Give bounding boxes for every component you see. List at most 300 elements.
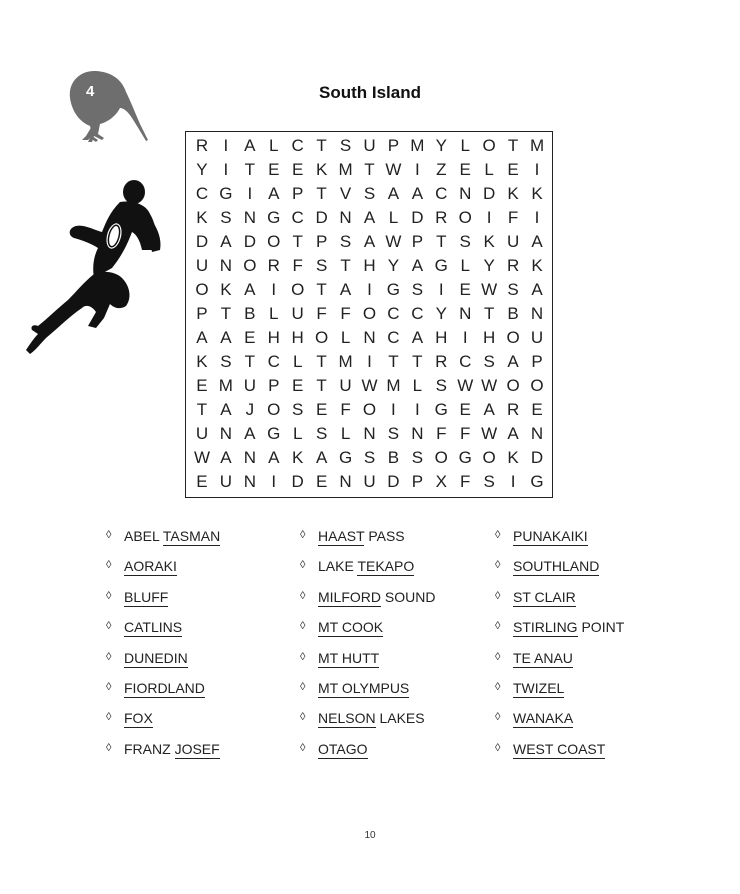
- diamond-bullet-icon: ◊: [300, 589, 306, 602]
- grid-cell[interactable]: T: [412, 352, 423, 371]
- word-label: [318, 710, 425, 726]
- grid-cell[interactable]: A: [363, 232, 376, 251]
- underlined-word-part: MT OLYMPUS: [318, 679, 410, 696]
- diamond-bullet-icon: ◊: [106, 529, 112, 541]
- grid-cell[interactable]: F: [507, 208, 519, 227]
- grid-cell[interactable]: Y: [196, 160, 208, 179]
- grid-cell[interactable]: G: [338, 448, 353, 467]
- grid-cell[interactable]: T: [316, 376, 327, 395]
- grid-cell[interactable]: A: [244, 280, 256, 299]
- underlined-word-part: TWIZEL: [513, 679, 565, 696]
- grid-cell[interactable]: S: [483, 352, 495, 371]
- grid-cell[interactable]: T: [292, 232, 303, 251]
- grid-cell[interactable]: E: [196, 376, 208, 395]
- grid-cell[interactable]: M: [529, 136, 545, 155]
- grid-cell[interactable]: U: [530, 328, 544, 347]
- grid-cell[interactable]: L: [484, 160, 494, 179]
- word-part: ABEL: [124, 528, 163, 544]
- grid-cell[interactable]: L: [292, 424, 303, 443]
- grid-cell[interactable]: C: [459, 352, 472, 371]
- underlined-word-part: FOX: [124, 710, 153, 727]
- grid-cell[interactable]: H: [483, 328, 496, 347]
- grid-cell[interactable]: O: [482, 136, 496, 155]
- word-list-item: [495, 589, 624, 619]
- word-part: SOUND: [381, 588, 436, 605]
- grid-cell[interactable]: T: [244, 160, 256, 179]
- grid-cell[interactable]: E: [196, 472, 208, 491]
- word-label: [124, 528, 220, 544]
- grid-cell[interactable]: T: [196, 400, 208, 419]
- grid-cell[interactable]: O: [530, 376, 544, 395]
- grid-cell[interactable]: E: [292, 376, 304, 395]
- grid-cell[interactable]: A: [411, 328, 424, 347]
- grid-cell[interactable]: S: [339, 232, 352, 251]
- diamond-bullet-icon: ◊: [106, 620, 112, 633]
- grid-cell[interactable]: P: [387, 136, 400, 155]
- word-part: FRANZ: [124, 740, 175, 757]
- grid-cell[interactable]: D: [315, 208, 328, 227]
- grid-cell[interactable]: F: [292, 256, 303, 275]
- diamond-bullet-icon: ◊: [106, 559, 112, 572]
- grid-cell[interactable]: E: [315, 400, 328, 419]
- grid-cell[interactable]: P: [411, 232, 424, 251]
- word-list-item: [495, 619, 624, 649]
- grid-cell[interactable]: K: [315, 160, 328, 179]
- grid-cell[interactable]: K: [507, 184, 519, 203]
- grid-cell[interactable]: T: [483, 304, 495, 323]
- grid-cell[interactable]: F: [460, 424, 471, 443]
- word-label: [513, 589, 576, 605]
- grid-cell[interactable]: O: [195, 280, 209, 299]
- grid-cell[interactable]: C: [387, 328, 400, 347]
- grid-cell[interactable]: K: [196, 352, 208, 371]
- diamond-bullet-icon: ◊: [495, 559, 501, 572]
- word-list-item: [300, 680, 435, 710]
- grid-cell[interactable]: W: [361, 376, 378, 395]
- grid-cell[interactable]: I: [271, 280, 277, 299]
- page-title-text: South Island: [319, 83, 421, 102]
- grid-cell[interactable]: G: [219, 184, 233, 203]
- word-list-item: [300, 710, 435, 740]
- word-list-item: [106, 619, 220, 649]
- grid-cell[interactable]: O: [315, 328, 329, 347]
- grid-cell[interactable]: A: [220, 448, 232, 467]
- grid-cell[interactable]: E: [244, 328, 256, 347]
- grid-cell[interactable]: U: [243, 376, 256, 395]
- grid-cell[interactable]: A: [507, 424, 519, 443]
- grid-cell[interactable]: S: [435, 376, 447, 395]
- grid-cell[interactable]: A: [339, 280, 352, 299]
- word-label: [318, 650, 379, 666]
- underlined-word-part: MILFORD: [318, 588, 381, 605]
- grid-cell[interactable]: O: [506, 376, 520, 395]
- grid-cell[interactable]: N: [243, 208, 256, 227]
- grid-cell[interactable]: M: [338, 160, 353, 179]
- underlined-word-part: FIORDLAND: [124, 679, 205, 696]
- diamond-bullet-icon: ◊: [300, 711, 306, 724]
- grid-cell[interactable]: S: [483, 472, 495, 491]
- grid-cell[interactable]: M: [386, 376, 401, 395]
- grid-cell[interactable]: C: [291, 208, 304, 227]
- grid-cell[interactable]: F: [340, 304, 351, 323]
- grid-cell[interactable]: T: [436, 232, 447, 251]
- grid-cell[interactable]: S: [315, 424, 328, 443]
- grid-cell[interactable]: R: [267, 256, 280, 275]
- grid-cell[interactable]: Y: [435, 136, 447, 155]
- grid-cell[interactable]: U: [219, 472, 233, 491]
- diamond-bullet-icon: ◊: [106, 680, 112, 693]
- grid-cell[interactable]: G: [530, 472, 544, 491]
- grid-cell[interactable]: O: [291, 280, 305, 299]
- grid-cell[interactable]: U: [363, 472, 376, 491]
- grid-cell[interactable]: Y: [483, 256, 495, 275]
- word-list-item: [300, 558, 435, 588]
- word-label: [513, 741, 605, 757]
- grid-cell[interactable]: I: [438, 280, 444, 299]
- grid-cell[interactable]: C: [387, 304, 400, 323]
- grid-cell[interactable]: U: [339, 376, 352, 395]
- grid-cell[interactable]: G: [267, 424, 281, 443]
- grid-cell[interactable]: T: [364, 160, 375, 179]
- grid-cell[interactable]: R: [435, 352, 448, 371]
- grid-cell[interactable]: I: [223, 136, 229, 155]
- grid-cell[interactable]: L: [340, 424, 351, 443]
- grid-cell[interactable]: W: [481, 424, 498, 443]
- grid-cell[interactable]: N: [411, 424, 424, 443]
- grid-cell[interactable]: C: [411, 304, 424, 323]
- grid-cell[interactable]: O: [362, 400, 377, 419]
- grid-cell[interactable]: A: [387, 184, 400, 203]
- grid-cell[interactable]: I: [486, 208, 492, 227]
- grid-cell[interactable]: E: [459, 160, 471, 179]
- underlined-word-part: WEST COAST: [513, 740, 606, 757]
- grid-cell[interactable]: N: [459, 184, 472, 203]
- grid-cell[interactable]: P: [315, 232, 328, 251]
- grid-cell[interactable]: T: [316, 184, 327, 203]
- grid-cell[interactable]: I: [534, 160, 540, 179]
- word-list-item: [300, 741, 435, 771]
- grid-cell[interactable]: A: [363, 208, 376, 227]
- grid-cell[interactable]: O: [434, 448, 448, 467]
- word-list-item: [106, 558, 220, 588]
- rugby-player-icon: [22, 178, 164, 356]
- grid-cell[interactable]: K: [531, 256, 543, 275]
- grid-cell[interactable]: S: [411, 280, 424, 299]
- grid-cell[interactable]: N: [219, 424, 233, 443]
- grid-cell[interactable]: C: [291, 136, 304, 155]
- grid-cell[interactable]: E: [292, 160, 304, 179]
- grid-cell[interactable]: I: [462, 328, 468, 347]
- grid-cell[interactable]: S: [363, 184, 376, 203]
- grid-cell[interactable]: D: [195, 232, 209, 251]
- underlined-word-part: DUNEDIN: [124, 649, 188, 666]
- grid-cell[interactable]: E: [268, 160, 280, 179]
- grid-cell[interactable]: S: [387, 424, 400, 443]
- grid-cell[interactable]: S: [459, 232, 471, 251]
- grid-cell[interactable]: P: [196, 304, 208, 323]
- grid-cell[interactable]: Y: [387, 256, 400, 275]
- word-list-item: [495, 650, 624, 680]
- word-label: [513, 558, 599, 574]
- grid-cell[interactable]: A: [220, 328, 232, 347]
- diamond-bullet-icon: ◊: [106, 711, 112, 724]
- diamond-bullet-icon: ◊: [106, 741, 112, 754]
- grid-cell[interactable]: N: [243, 472, 256, 491]
- grid-cell[interactable]: B: [244, 304, 256, 323]
- grid-cell[interactable]: C: [435, 184, 448, 203]
- word-label: [513, 680, 564, 696]
- grid-cell[interactable]: T: [507, 136, 519, 155]
- grid-cell[interactable]: H: [291, 328, 304, 347]
- grid-cell[interactable]: Y: [435, 304, 447, 323]
- grid-cell[interactable]: D: [530, 448, 544, 467]
- grid-cell[interactable]: E: [459, 400, 471, 419]
- word-label: [124, 680, 205, 696]
- grid-cell[interactable]: K: [220, 280, 232, 299]
- grid-cell[interactable]: D: [483, 184, 496, 203]
- grid-cell[interactable]: T: [388, 352, 399, 371]
- grid-cell[interactable]: K: [292, 448, 304, 467]
- grid-cell[interactable]: A: [411, 256, 424, 275]
- grid-cell[interactable]: M: [410, 136, 425, 155]
- grid-cell[interactable]: G: [458, 448, 472, 467]
- grid-cell[interactable]: Z: [436, 160, 447, 179]
- grid-cell[interactable]: J: [245, 400, 255, 419]
- grid-cell[interactable]: U: [195, 424, 209, 443]
- grid-cell[interactable]: O: [267, 232, 281, 251]
- grid-cell[interactable]: A: [315, 448, 328, 467]
- grid-cell[interactable]: L: [412, 376, 423, 395]
- grid-cell[interactable]: F: [460, 472, 471, 491]
- word-label: [124, 741, 220, 757]
- grid-cell[interactable]: N: [219, 256, 233, 275]
- grid-cell[interactable]: E: [459, 280, 471, 299]
- grid-cell[interactable]: I: [414, 400, 420, 419]
- grid-cell[interactable]: W: [193, 448, 210, 467]
- grid-cell[interactable]: X: [435, 472, 447, 491]
- diamond-bullet-icon: ◊: [106, 650, 112, 663]
- grid-cell[interactable]: I: [414, 160, 420, 179]
- grid-cell[interactable]: K: [196, 208, 208, 227]
- grid-cell[interactable]: T: [220, 304, 232, 323]
- diamond-bullet-icon: ◊: [495, 741, 501, 754]
- grid-cell[interactable]: I: [223, 160, 229, 179]
- grid-cell[interactable]: E: [315, 472, 328, 491]
- word-label: [513, 710, 573, 726]
- grid-cell[interactable]: A: [220, 232, 232, 251]
- page-title: [0, 83, 740, 103]
- grid-cell[interactable]: A: [244, 424, 256, 443]
- grid-cell[interactable]: H: [435, 328, 448, 347]
- grid-cell[interactable]: D: [411, 208, 424, 227]
- grid-cell[interactable]: O: [362, 304, 377, 323]
- grid-cell[interactable]: S: [292, 400, 304, 419]
- grid-cell[interactable]: A: [268, 448, 280, 467]
- word-search-grid: [185, 131, 553, 498]
- grid-cell[interactable]: W: [457, 376, 474, 395]
- grid-cell[interactable]: L: [388, 208, 399, 227]
- diamond-bullet-icon: ◊: [300, 741, 306, 754]
- underlined-word-part: AORAKI: [124, 558, 177, 575]
- grid-cell[interactable]: T: [244, 352, 256, 371]
- grid-cell[interactable]: P: [292, 184, 304, 203]
- grid-cell[interactable]: A: [531, 232, 543, 251]
- grid-cell[interactable]: U: [363, 136, 376, 155]
- word-label: [513, 619, 624, 635]
- grid-cell[interactable]: A: [196, 328, 208, 347]
- word-list-column-3: [495, 528, 624, 771]
- grid-cell[interactable]: S: [507, 280, 519, 299]
- word-list-item: [106, 589, 220, 619]
- word-list-item: [495, 528, 624, 558]
- grid-cell[interactable]: N: [459, 304, 472, 323]
- grid-cell[interactable]: S: [339, 136, 352, 155]
- word-list-item: [495, 710, 624, 740]
- grid-cell[interactable]: E: [507, 160, 519, 179]
- grid-cell[interactable]: L: [340, 328, 351, 347]
- word-list-column-2: [300, 528, 435, 771]
- word-list-item: [300, 619, 435, 649]
- grid-cell[interactable]: D: [291, 472, 304, 491]
- grid-cell[interactable]: M: [338, 352, 353, 371]
- word-label: [124, 558, 177, 574]
- grid-cell[interactable]: U: [195, 256, 209, 275]
- grid-cell[interactable]: U: [506, 232, 520, 251]
- grid-cell[interactable]: N: [363, 328, 376, 347]
- grid-cell[interactable]: O: [482, 448, 496, 467]
- word-list-item: [106, 680, 220, 710]
- grid-cell[interactable]: S: [315, 256, 328, 275]
- grid-cell[interactable]: W: [385, 232, 402, 251]
- grid-cell[interactable]: S: [220, 352, 232, 371]
- grid-cell[interactable]: W: [385, 160, 402, 179]
- grid-cell[interactable]: T: [316, 136, 327, 155]
- grid-cell[interactable]: A: [507, 352, 519, 371]
- grid-cell[interactable]: A: [244, 136, 256, 155]
- page-number: 10: [364, 830, 376, 841]
- grid-cell[interactable]: B: [507, 304, 519, 323]
- grid-cell[interactable]: D: [387, 472, 400, 491]
- underlined-word-part: NELSON: [318, 710, 376, 727]
- grid-cell[interactable]: I: [534, 208, 540, 227]
- grid-cell[interactable]: A: [411, 184, 424, 203]
- word-label: [513, 528, 588, 544]
- grid-cell[interactable]: N: [339, 208, 352, 227]
- grid-cell[interactable]: T: [316, 280, 327, 299]
- diamond-bullet-icon: ◊: [300, 620, 306, 633]
- grid-cell[interactable]: G: [434, 256, 448, 275]
- grid-cell[interactable]: G: [386, 280, 401, 299]
- grid-cell[interactable]: L: [269, 304, 279, 323]
- grid-cell[interactable]: H: [363, 256, 376, 275]
- grid-cell[interactable]: U: [291, 304, 304, 323]
- grid-cell[interactable]: F: [436, 424, 447, 443]
- grid-cell[interactable]: K: [483, 232, 495, 251]
- grid-cell[interactable]: G: [267, 208, 281, 227]
- grid-cell[interactable]: F: [316, 304, 327, 323]
- word-label: [318, 619, 383, 635]
- grid-cell[interactable]: C: [195, 184, 209, 203]
- grid-cell[interactable]: N: [243, 448, 256, 467]
- grid-cell[interactable]: O: [506, 328, 520, 347]
- grid-cell[interactable]: V: [339, 184, 352, 203]
- word-label: [318, 680, 409, 696]
- word-label: [318, 589, 435, 605]
- grid-cell[interactable]: S: [411, 448, 424, 467]
- grid-cell[interactable]: O: [267, 400, 281, 419]
- grid-cell[interactable]: K: [507, 448, 519, 467]
- grid-cell[interactable]: L: [269, 136, 279, 155]
- diamond-bullet-icon: ◊: [495, 680, 501, 693]
- grid-cell[interactable]: P: [531, 352, 543, 371]
- grid-cell[interactable]: E: [531, 400, 543, 419]
- grid-cell[interactable]: S: [363, 448, 376, 467]
- grid-cell[interactable]: R: [506, 256, 520, 275]
- grid-cell[interactable]: N: [530, 424, 544, 443]
- grid-cell[interactable]: A: [483, 400, 495, 419]
- underlined-word-part: MT HUTT: [318, 649, 380, 666]
- grid-cell[interactable]: I: [391, 400, 396, 419]
- grid-cell[interactable]: L: [292, 352, 303, 371]
- diamond-bullet-icon: ◊: [300, 559, 306, 572]
- grid-cell[interactable]: I: [367, 280, 372, 299]
- grid-cell[interactable]: I: [247, 184, 253, 203]
- grid-cell[interactable]: P: [268, 376, 280, 395]
- word-list-item: [495, 680, 624, 710]
- grid-cell[interactable]: W: [481, 280, 498, 299]
- grid-cell[interactable]: T: [340, 256, 351, 275]
- grid-cell[interactable]: H: [267, 328, 280, 347]
- grid-cell[interactable]: B: [387, 448, 400, 467]
- grid-cell[interactable]: A: [531, 280, 543, 299]
- grid-cell[interactable]: O: [243, 256, 257, 275]
- grid-cell[interactable]: T: [316, 352, 327, 371]
- word-list-item: [495, 741, 624, 771]
- grid-cell[interactable]: I: [367, 352, 372, 371]
- grid-cell[interactable]: A: [220, 400, 232, 419]
- grid-cell[interactable]: I: [510, 472, 516, 491]
- grid-cell[interactable]: F: [340, 400, 351, 419]
- grid-cell[interactable]: R: [506, 400, 520, 419]
- grid-cell[interactable]: R: [195, 136, 209, 155]
- underlined-word-part: TEKAPO: [357, 558, 415, 575]
- grid-cell[interactable]: W: [481, 376, 498, 395]
- diamond-bullet-icon: ◊: [495, 620, 501, 633]
- grid-cell[interactable]: C: [267, 352, 280, 371]
- word-label: [124, 650, 188, 666]
- grid-cell[interactable]: N: [530, 304, 544, 323]
- diamond-bullet-icon: ◊: [300, 650, 306, 663]
- grid-cell[interactable]: O: [458, 208, 472, 227]
- grid-cell[interactable]: R: [435, 208, 448, 227]
- grid-cell[interactable]: M: [218, 376, 233, 395]
- grid-cell[interactable]: G: [434, 400, 448, 419]
- word-part: LAKE: [318, 558, 358, 575]
- grid-cell[interactable]: I: [271, 472, 277, 491]
- grid-cell[interactable]: A: [268, 184, 280, 203]
- grid-cell[interactable]: L: [460, 136, 470, 155]
- grid-cell[interactable]: P: [411, 472, 424, 491]
- grid-cell[interactable]: K: [531, 184, 543, 203]
- grid-cell[interactable]: N: [339, 472, 352, 491]
- word-label: [124, 589, 168, 605]
- grid-cell[interactable]: D: [243, 232, 256, 251]
- grid-cell[interactable]: N: [363, 424, 376, 443]
- word-list-item: [495, 558, 624, 588]
- grid-cell[interactable]: S: [220, 208, 232, 227]
- grid-cell[interactable]: L: [460, 256, 470, 275]
- diamond-bullet-icon: ◊: [300, 680, 306, 693]
